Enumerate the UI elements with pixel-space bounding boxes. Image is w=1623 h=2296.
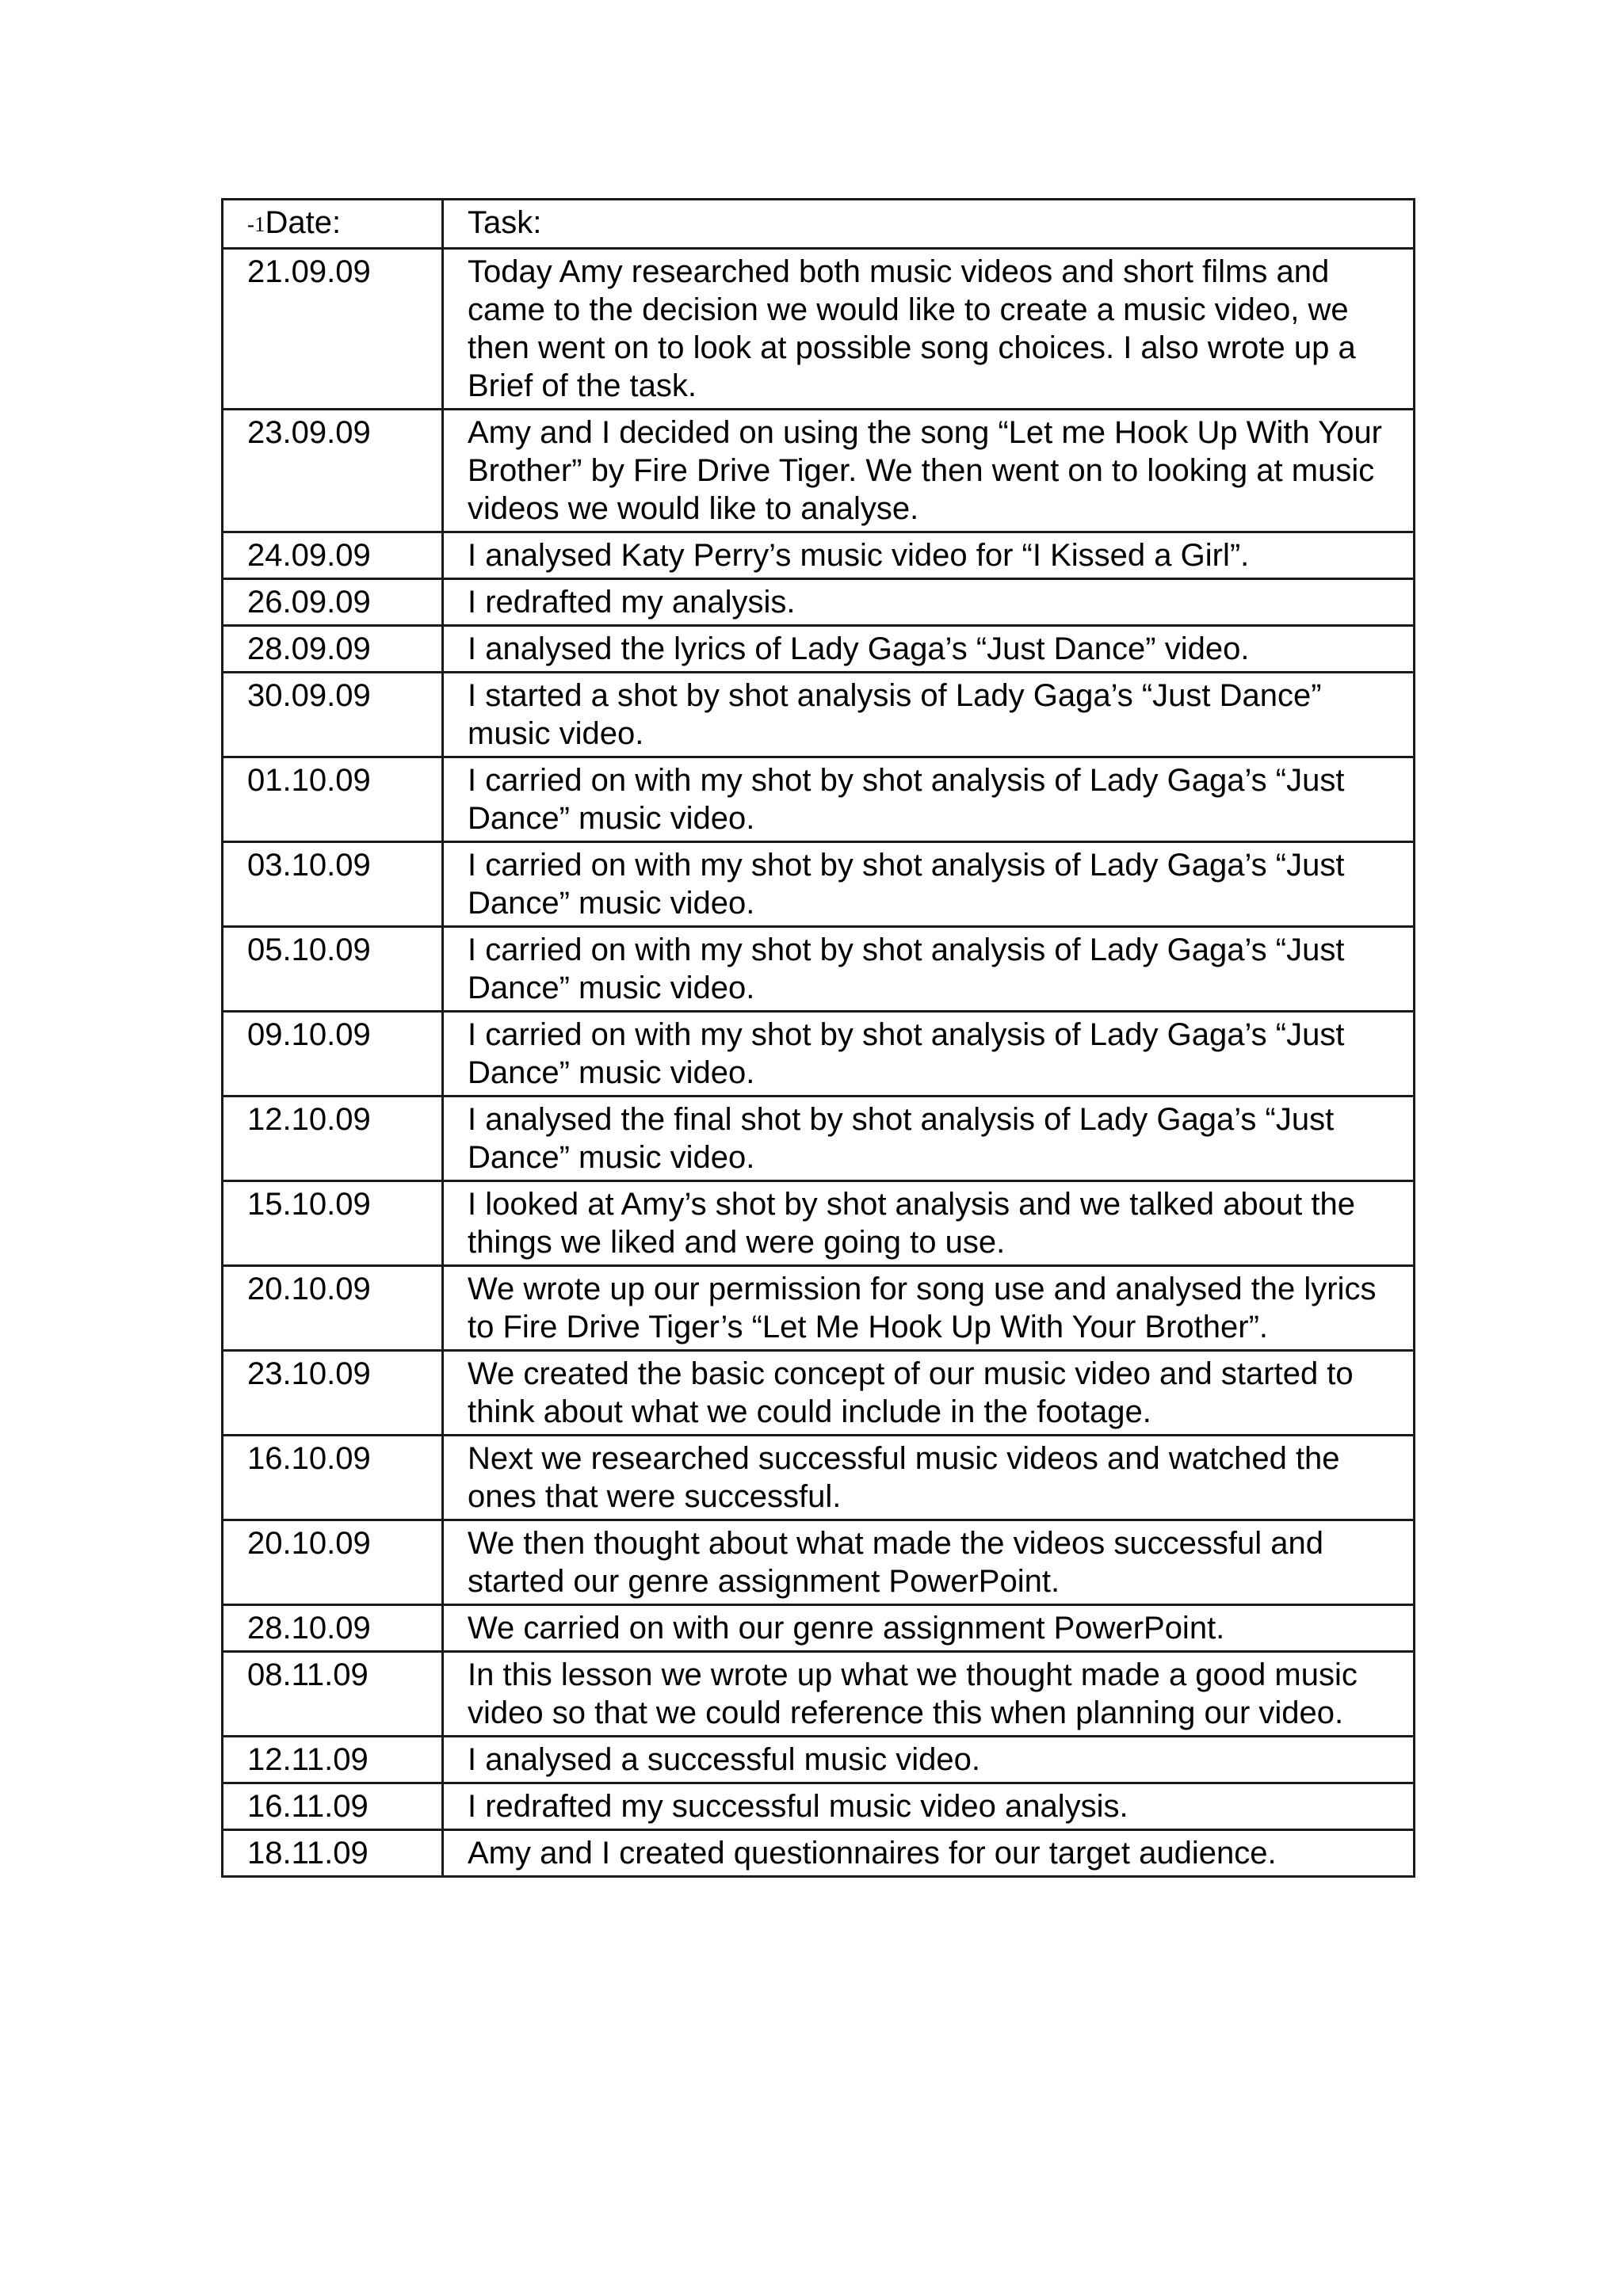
date-cell: 30.09.09 [223, 673, 443, 757]
table-row [223, 532, 1415, 579]
table-row [223, 410, 1415, 532]
task-cell: In this lesson we wrote up what we thought made a good music video so that we could reference this when planning our video. [443, 1652, 1415, 1737]
table-row [223, 1605, 1415, 1652]
table-row [223, 1351, 1415, 1436]
date-cell: 26.09.09 [223, 579, 443, 626]
date-cell: 12.11.09 [223, 1737, 443, 1783]
date-cell: 23.10.09 [223, 1351, 443, 1436]
table-row [223, 1830, 1415, 1877]
date-cell: 01.10.09 [223, 757, 443, 842]
table-row [223, 1783, 1415, 1830]
date-cell: 18.11.09 [223, 1830, 443, 1877]
date-header-cell [223, 200, 443, 249]
table-row [223, 927, 1415, 1012]
date-header: Date: [265, 205, 342, 240]
date-cell: 23.09.09 [223, 410, 443, 532]
table-row [223, 757, 1415, 842]
task-cell: I carried on with my shot by shot analysis of Lady Gaga’s “Just Dance” music video. [443, 927, 1415, 1012]
date-cell: 28.09.09 [223, 626, 443, 673]
task-cell: I analysed the final shot by shot analysis of Lady Gaga’s “Just Dance” music video. [443, 1097, 1415, 1181]
table-row [223, 1737, 1415, 1783]
task-cell: I analysed Katy Perry’s music video for “I Kissed a Girl”. [443, 532, 1415, 579]
date-cell: 08.11.09 [223, 1652, 443, 1737]
task-cell: I analysed the lyrics of Lady Gaga’s “Just Dance” video. [443, 626, 1415, 673]
date-cell: 24.09.09 [223, 532, 443, 579]
task-cell: We then thought about what made the videos successful and started our genre assignment PowerPoint. [443, 1520, 1415, 1605]
date-cell: 05.10.09 [223, 927, 443, 1012]
table-row [223, 1012, 1415, 1097]
task-header-cell [443, 200, 1415, 249]
task-cell: I redrafted my successful music video analysis. [443, 1783, 1415, 1830]
table-row [223, 1652, 1415, 1737]
task-cell: I redrafted my analysis. [443, 579, 1415, 626]
table-row [223, 842, 1415, 927]
task-cell: Amy and I created questionnaires for our target audience. [443, 1830, 1415, 1877]
task-cell: Next we researched successful music videos and watched the ones that were successful. [443, 1436, 1415, 1520]
task-cell: I looked at Amy’s shot by shot analysis and we talked about the things we liked and were going to use. [443, 1181, 1415, 1266]
task-cell: I carried on with my shot by shot analysis of Lady Gaga’s “Just Dance” music video. [443, 757, 1415, 842]
date-cell: 03.10.09 [223, 842, 443, 927]
table-row [223, 1436, 1415, 1520]
date-cell: 20.10.09 [223, 1266, 443, 1351]
table-row [223, 1266, 1415, 1351]
task-cell: I carried on with my shot by shot analysis of Lady Gaga’s “Just Dance” music video. [443, 842, 1415, 927]
task-cell: We created the basic concept of our music video and started to think about what we could include in the footage. [443, 1351, 1415, 1436]
table-row [223, 1097, 1415, 1181]
date-cell: 16.10.09 [223, 1436, 443, 1520]
task-cell: I analysed a successful music video. [443, 1737, 1415, 1783]
task-log-table [221, 198, 1415, 1878]
table-header-row [223, 200, 1415, 249]
task-cell: We wrote up our permission for song use and analysed the lyrics to Fire Drive Tiger’s “Let Me Hook Up With Your Brother”. [443, 1266, 1415, 1351]
task-header: Task: [468, 205, 542, 240]
date-cell: 28.10.09 [223, 1605, 443, 1652]
date-cell: 15.10.09 [223, 1181, 443, 1266]
task-cell: Amy and I decided on using the song “Let me Hook Up With Your Brother” by Fire Drive Tiger. We then went on to looking at music videos we would like to analyse. [443, 410, 1415, 532]
date-cell: 16.11.09 [223, 1783, 443, 1830]
date-cell: 20.10.09 [223, 1520, 443, 1605]
table-row [223, 1520, 1415, 1605]
date-cell: 09.10.09 [223, 1012, 443, 1097]
table-row [223, 673, 1415, 757]
table-row [223, 1181, 1415, 1266]
task-cell: I carried on with my shot by shot analysis of Lady Gaga’s “Just Dance” music video. [443, 1012, 1415, 1097]
date-cell: 12.10.09 [223, 1097, 443, 1181]
table-row [223, 249, 1415, 410]
task-cell: We carried on with our genre assignment PowerPoint. [443, 1605, 1415, 1652]
task-cell: I started a shot by shot analysis of Lady Gaga’s “Just Dance” music video. [443, 673, 1415, 757]
header-marker: -1 [247, 212, 265, 236]
table-row [223, 626, 1415, 673]
table-row [223, 579, 1415, 626]
date-cell: 21.09.09 [223, 249, 443, 410]
task-cell: Today Amy researched both music videos and short films and came to the decision we would like to create a music video, we then went on to look at possible song choices. I also wrote up a Brief of the task. [443, 249, 1415, 410]
